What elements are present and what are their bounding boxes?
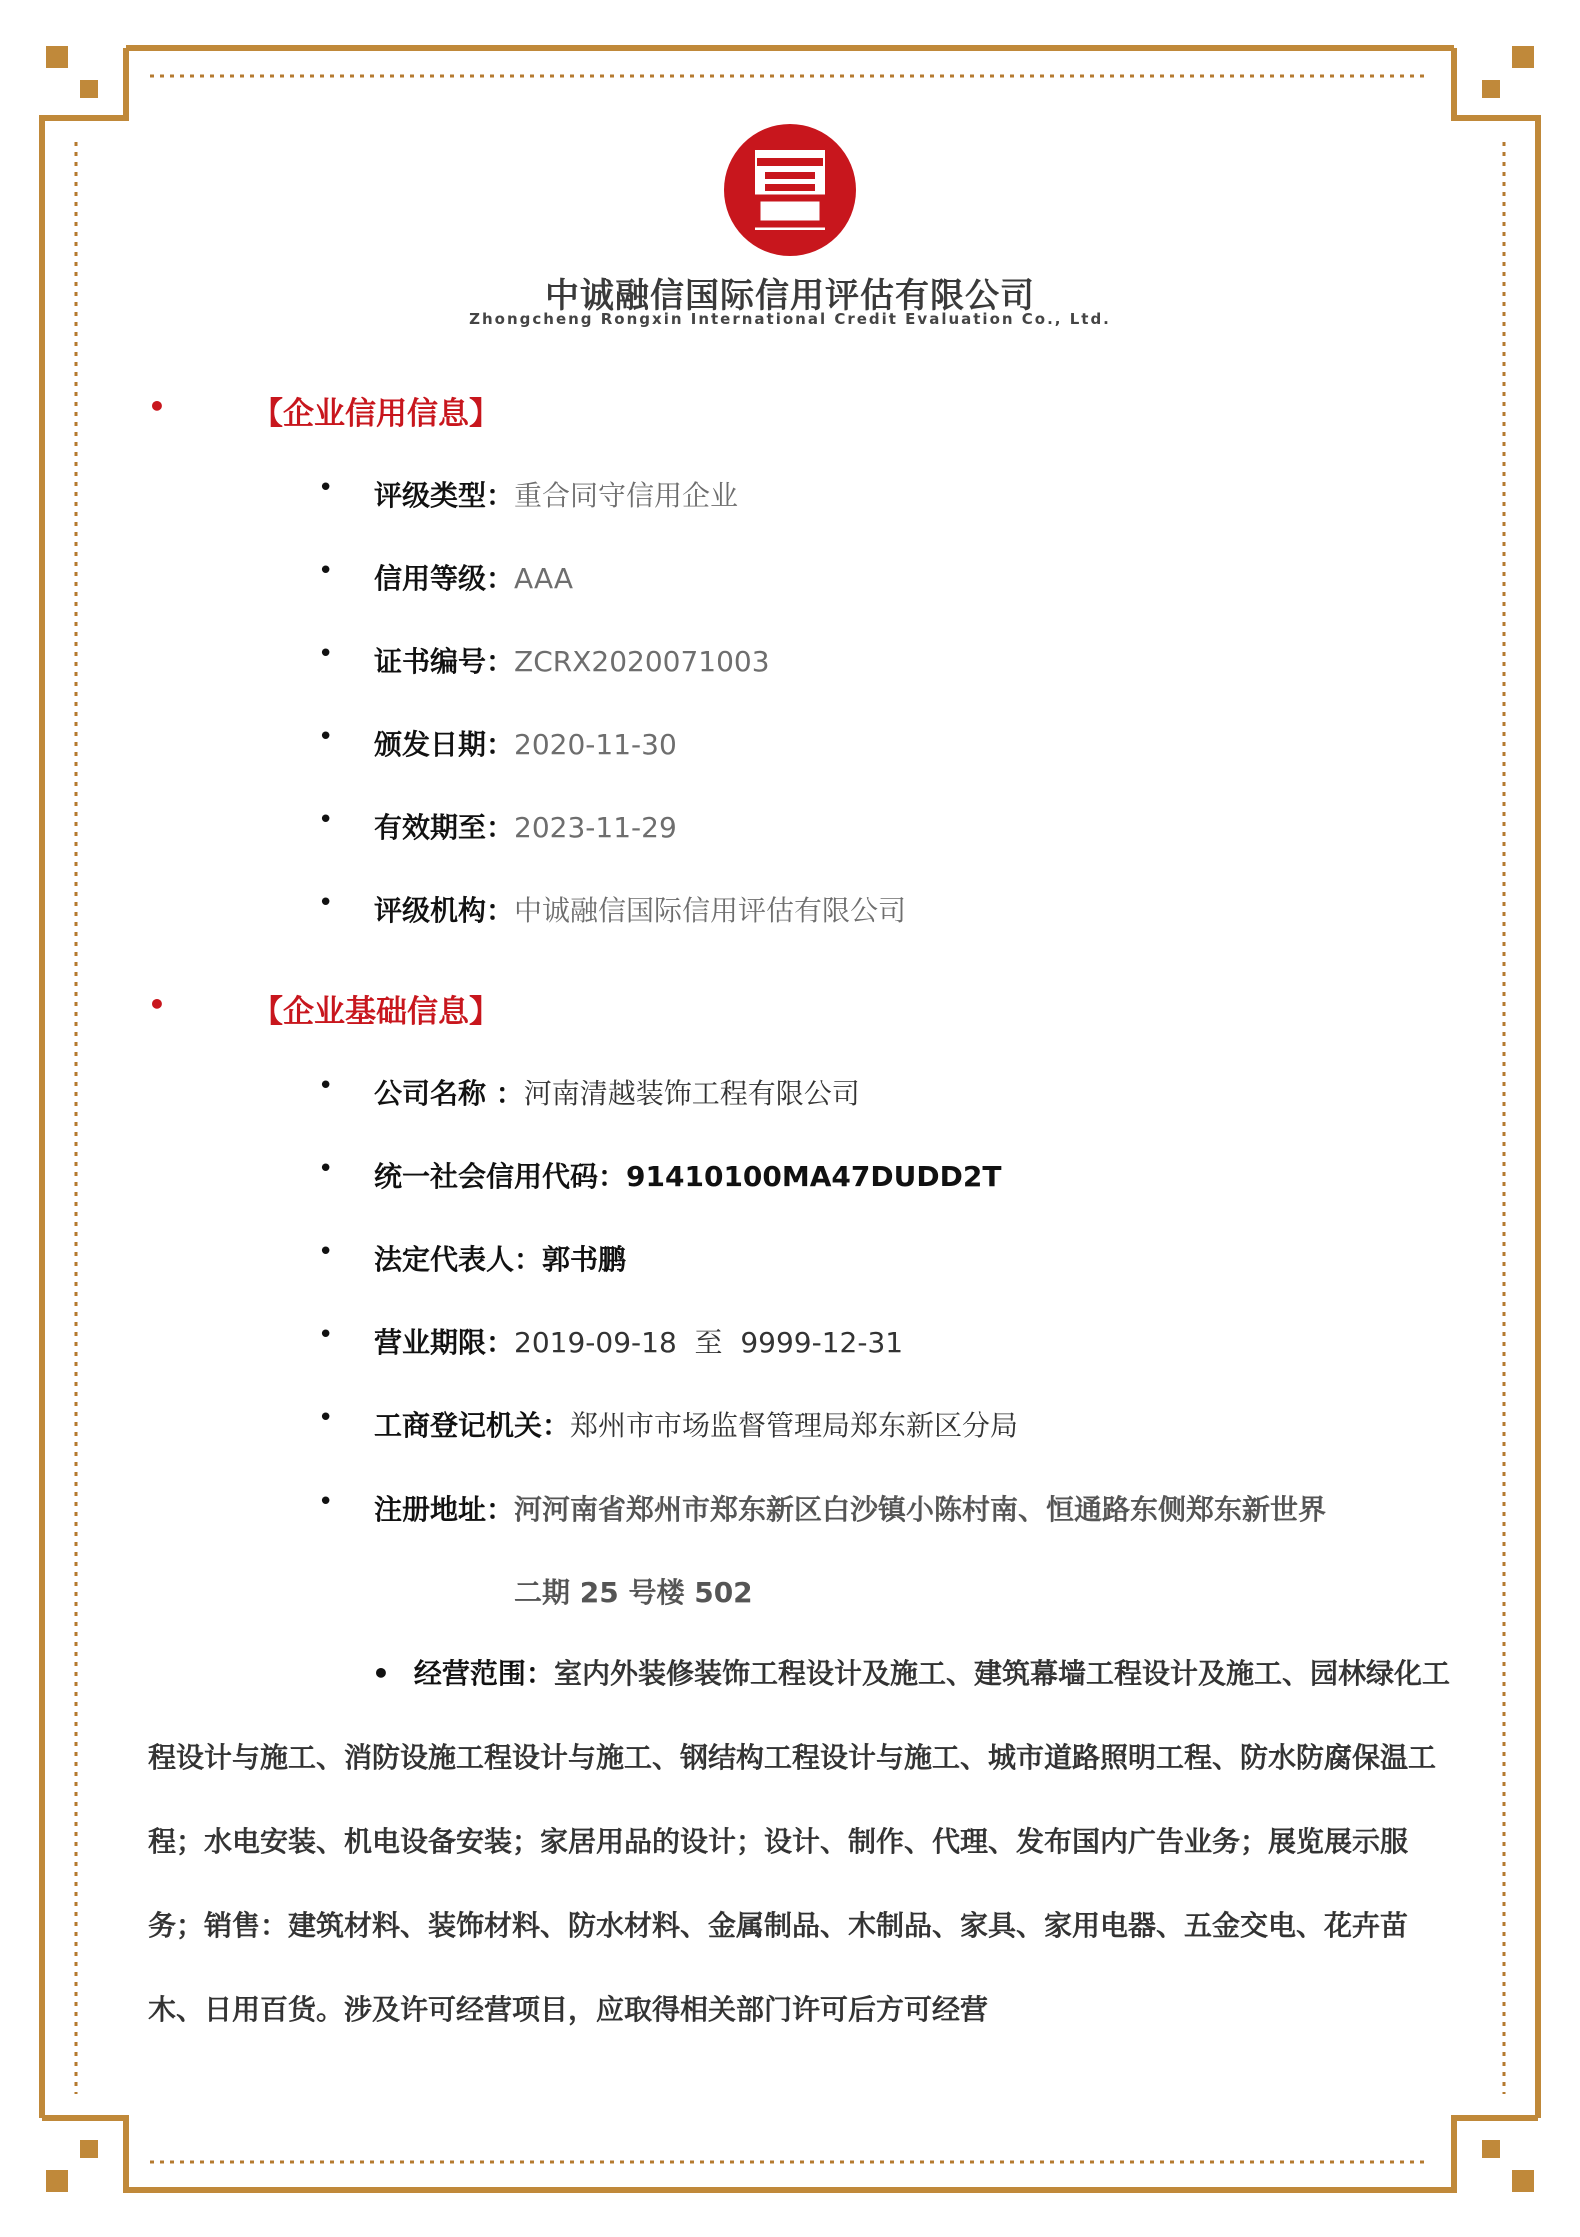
company-logo (0, 120, 1580, 264)
row-value: 郭书鹏 (542, 1243, 627, 1276)
bullet-icon: • (372, 1657, 390, 1690)
row-label: 法定代表人 (374, 1243, 515, 1276)
row-value: AAA (514, 562, 574, 595)
row-label: 颁发日期 (374, 728, 487, 761)
row-label: 注册地址 (374, 1493, 487, 1526)
bullet-icon: • (318, 1403, 334, 1433)
row-value: 2023-11-29 (514, 811, 677, 844)
row-label: 公司名称 (374, 1077, 487, 1110)
bullet-icon: • (148, 390, 166, 423)
row-value: ZCRX2020071003 (514, 645, 770, 678)
row-label: 证书编号 (374, 645, 487, 678)
section-title: 【企业信用信息】 (252, 396, 500, 432)
bullet-icon: • (318, 1154, 334, 1184)
row-value: 2019-09-18 至 9999-12-31 (514, 1326, 904, 1359)
row-label: 营业期限 (374, 1326, 487, 1359)
bullet-icon: • (318, 556, 334, 586)
row-label: 信用等级 (374, 562, 487, 595)
row-label: 统一社会信用代码 (374, 1160, 599, 1193)
bullet-icon: • (318, 722, 334, 752)
bullet-icon: • (318, 1237, 334, 1267)
row-value: 河南清越装饰工程有限公司 (523, 1077, 860, 1110)
bullet-icon: • (318, 1487, 334, 1517)
business-scope-text: 室内外装修装饰工程设计及施工、建筑幕墙工程设计及施工、园林绿化工程设计与施工、消防设施工程设计与施工、钢结构工程设计与施工、城市道路照明工程、防水防腐保温工程；水电安装、机电设备安装；家居用品的设计；设计、制作、代理、发布国内广告业务；展览展示服务；销售：建筑材料、装饰材料、防水材料、金属制品、木制品、家具、家用电器、五金交电、花卉苗木、日用百货。涉及许可经营项目，应取得相关部门许可后方可经营 (148, 1657, 1450, 2026)
row-value: 中诚融信国际信用评估有限公司 (514, 894, 907, 927)
section-title: 【企业基础信息】 (252, 994, 500, 1030)
business-scope-paragraph: • 经营范围：室内外装修装饰工程设计及施工、建筑幕墙工程设计及施工、园林绿化工程设计与施工、消防设施工程设计与施工、钢结构工程设计与施工、城市道路照明工程、防水防腐保温工程；水电安装、机电设备安装；家居用品的设计；设计、制作、代理、发布国内广告业务；展览展示服务；销售：建筑材料、装饰材料、防水材料、金属制品、木制品、家具、家用电器、五金交电、花卉苗木、日用百货。涉及许可经营项目，应取得相关部门许可后方可经营 (148, 1657, 1450, 2026)
row-value: 二期 25 号楼 502 (514, 1576, 753, 1609)
logo-company-name-en: Zhongcheng Rongxin International Credit Evaluation Co., Ltd. (469, 310, 1111, 328)
row-value: 重合同守信用企业 (514, 479, 739, 512)
row-label: 评级类型 (374, 479, 487, 512)
bullet-icon: • (318, 888, 334, 918)
bullet-icon: • (318, 473, 334, 503)
row-value: 2020-11-30 (514, 728, 677, 761)
credit-seal-icon (705, 120, 875, 260)
bullet-icon: • (318, 1320, 334, 1350)
row-label: 工商登记机关 (374, 1409, 543, 1442)
bullet-icon: • (318, 805, 334, 835)
row-label: 有效期至 (374, 811, 487, 844)
bullet-icon: • (318, 1071, 334, 1101)
bullet-icon: • (148, 988, 166, 1021)
row-label: 经营范围 (413, 1657, 526, 1690)
logo-company-name-cn: 中诚融信国际信用评估有限公司 (545, 276, 1035, 316)
basic-row-address-line2 (514, 1571, 753, 1611)
row-value: 河河南省郑州市郑东新区白沙镇小陈村南、恒通路东侧郑东新世界 (514, 1493, 1327, 1526)
row-label: 评级机构 (374, 894, 487, 927)
row-value: 郑州市市场监督管理局郑东新区分局 (570, 1409, 1019, 1442)
bullet-icon: • (318, 639, 334, 669)
row-value: 91410100MA47DUDD2T (626, 1160, 1002, 1193)
